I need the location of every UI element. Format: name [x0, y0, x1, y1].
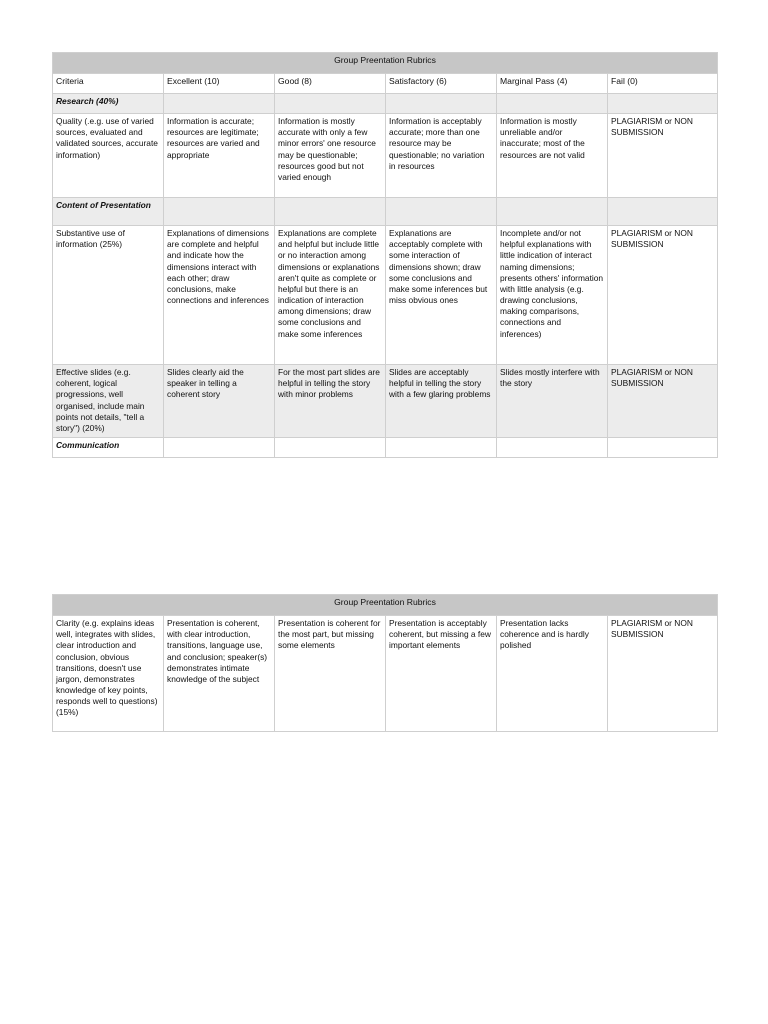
marginal-pass-cell: Information is mostly unreliable and/or inaccurate; most of the resources are not valid [497, 114, 608, 198]
excellent-cell: Information is accurate; resources are legitimate; resources are varied and appropriate [164, 114, 275, 198]
empty-cell [608, 198, 718, 226]
empty-cell [497, 438, 608, 458]
table-title: Group Preentation Rubrics [53, 595, 718, 616]
criteria-cell: Substantive use of information (25%) [53, 226, 164, 365]
header-fail: Fail (0) [608, 74, 718, 94]
excellent-cell: Explanations of dimensions are complete and helpful and indicate how the dimensions interact with each other; draw conclusions, make connections and inferences [164, 226, 275, 365]
section-label-content: Content of Presentation [53, 198, 164, 226]
good-cell: Explanations are complete and helpful but include little or no interaction among dimensions or explanations aren't quite as complete or helpful but there is an indication of interaction among dimensions; draw some conclusions and make some inferences [275, 226, 386, 365]
marginal-pass-cell: Presentation lacks coherence and is hardly polished [497, 616, 608, 732]
table-row-clarity [53, 616, 718, 732]
empty-cell [275, 94, 386, 114]
empty-cell [164, 438, 275, 458]
empty-cell [164, 94, 275, 114]
empty-cell [275, 198, 386, 226]
table-title-row [53, 53, 718, 74]
fail-cell: PLAGIARISM or NON SUBMISSION [608, 616, 718, 732]
header-satisfactory: Satisfactory (6) [386, 74, 497, 94]
empty-cell [386, 438, 497, 458]
header-criteria: Criteria [53, 74, 164, 94]
empty-cell [608, 438, 718, 458]
satisfactory-cell: Presentation is acceptably coherent, but missing a few important elements [386, 616, 497, 732]
satisfactory-cell: Explanations are acceptably complete with some interaction of dimensions shown; draw some conclusions and make some inferences but miss obvious ones [386, 226, 497, 365]
table-row-slides [53, 365, 718, 438]
fail-cell: PLAGIARISM or NON SUBMISSION [608, 365, 718, 438]
section-label-communication: Communication [53, 438, 164, 458]
marginal-pass-cell: Incomplete and/or not helpful explanations with little indication of interact naming dimensions; presents others' information with little analysis (e.g. drawing conclusions, making comparisons, connections and inferences) [497, 226, 608, 365]
table-row-quality [53, 114, 718, 198]
satisfactory-cell: Information is acceptably accurate; more than one resource may be questionable; no variation in resources [386, 114, 497, 198]
good-cell: For the most part slides are helpful in telling the story with minor problems [275, 365, 386, 438]
empty-cell [386, 94, 497, 114]
empty-cell [608, 94, 718, 114]
empty-cell [497, 198, 608, 226]
excellent-cell: Presentation is coherent, with clear introduction, transitions, language use, and conclusion; speaker(s) demonstrates intimate knowledge of the subject [164, 616, 275, 732]
header-marginal-pass: Marginal Pass (4) [497, 74, 608, 94]
good-cell: Presentation is coherent for the most part, but missing some elements [275, 616, 386, 732]
criteria-cell: Clarity (e.g. explains ideas well, integrates with slides, clear introduction and conclusion, obvious transitions, doesn't use jargon, demonstrates knowledge of key points, responds well to questions) (15%) [53, 616, 164, 732]
section-row-research [53, 94, 718, 114]
table-row-substantive [53, 226, 718, 365]
rubric-table-2 [52, 594, 718, 732]
header-excellent: Excellent (10) [164, 74, 275, 94]
rubric-table-1 [52, 52, 718, 458]
section-row-content [53, 198, 718, 226]
criteria-cell: Effective slides (e.g. coherent, logical progressions, well organised, include main points not details, "tell a story") (20%) [53, 365, 164, 438]
fail-cell: PLAGIARISM or NON SUBMISSION [608, 114, 718, 198]
empty-cell [164, 198, 275, 226]
excellent-cell: Slides clearly aid the speaker in telling a coherent story [164, 365, 275, 438]
table-title-row [53, 595, 718, 616]
table-title: Group Preentation Rubrics [53, 53, 718, 74]
section-label-research: Research (40%) [53, 94, 164, 114]
criteria-cell: Quality (.e.g. use of varied sources, evaluated and validated sources, accurate information) [53, 114, 164, 198]
good-cell: Information is mostly accurate with only a few minor errors' one resource may be questionable; resources good but not varied enough [275, 114, 386, 198]
section-row-communication [53, 438, 718, 458]
header-good: Good (8) [275, 74, 386, 94]
empty-cell [275, 438, 386, 458]
empty-cell [386, 198, 497, 226]
marginal-pass-cell: Slides mostly interfere with the story [497, 365, 608, 438]
satisfactory-cell: Slides are acceptably helpful in telling the story with a few glaring problems [386, 365, 497, 438]
fail-cell: PLAGIARISM or NON SUBMISSION [608, 226, 718, 365]
empty-cell [497, 94, 608, 114]
header-row [53, 74, 718, 94]
